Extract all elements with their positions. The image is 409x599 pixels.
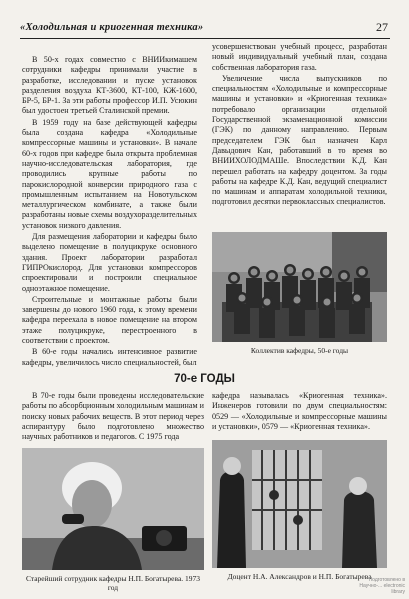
paragraph: Для размещения лаборатории и кафедры было выделено помещение в полуцикруке основного здания. Проект лаборатории разработал ГИПРОкислород. Для установки компрессоров спроектировали и построили специальное одноэтажное помещение.: [22, 232, 197, 293]
watermark: Подготовлено в Научно-... electronic library: [359, 577, 405, 595]
paragraph: В 50-х годах совместно с ВНИИкимашем сотрудники кафедры принимали участие в разработке, исследовании и пуске установок разделения воздуха КТ-3600, КТ-100, КЖ-1600, БР-5, БР-1. За эти работы профессор И.П. Усюкин был удостоен третьей Сталинской премии.: [22, 55, 197, 116]
paragraph: усовершенствован учебный процесс, разработан новый индивидуальный учебный план, создана собственная лаборатория газа.: [212, 42, 387, 72]
group-photo-caption: Коллектив кафедры, 50-е годы: [250, 346, 349, 355]
portrait-photo: [22, 448, 204, 570]
section-heading: 70-е ГОДЫ: [174, 373, 235, 385]
paragraph: В 60-е годы начались интенсивное развитие кафедры, увеличилось число специальностей, был: [22, 347, 197, 367]
left-column: [22, 55, 197, 369]
journal-title: «Холодильная и криогенная техника»: [20, 22, 204, 33]
laboratory-photo: [212, 440, 387, 568]
bottom-left-text: [22, 391, 204, 443]
running-header: [20, 22, 390, 39]
paragraph: Строительные и монтажные работы были завершены до нового 1960 года, к этому времени кафедра переехала в новое помещение на втором этаже полуцикруке, перестроенного в соответствии с проектом.: [22, 294, 197, 346]
group-photo: [212, 232, 387, 342]
page-number: 27: [376, 20, 388, 34]
right-column: [212, 42, 387, 209]
portrait-photo-caption: Старейший сотрудник кафедры Н.П. Богатырева. 1973 год: [25, 574, 201, 592]
paragraph: кафедра называлась «Криогенная техника». Инженеров готовили по двум специальностям: 0529 — «Холодильные и компрессорные машины и установки», 0579 — «Криогенная техника».: [212, 391, 387, 431]
paragraph: В 1959 году на базе действующей кафедры была создана кафедра «Холодильные компрессорные машины и установки». В начале 60-х годов при кафедре была открыта проблемная научно-исследовательская лаборатория, где проводились крупные работы по парокислородной конверсии природного газа с промышленным испытанием на Новотульском металлургическом комбинате, а также были разработаны новые схемы воздухоразделительных установок низкого давления.: [22, 117, 197, 230]
bottom-right-text: [212, 391, 387, 433]
laboratory-photo-caption: Доцент Н.А. Александров и Н.П. Богатырева: [227, 572, 372, 581]
paragraph: В 70-е годы были проведены исследовательские работы по абсорбционным холодильным машинам и поиску новых рабочих веществ. В этот период через аспирантуру было подготовлено множество научных работников и педагогов. С 1975 года: [22, 391, 204, 442]
paragraph: Увеличение числа выпускников по специальностям «Холодильные и компрессорные машины и установки» и «Криогенная техника» потребовало организации отдельной Государственной экзаменационной комиссии (ГЭК) по данному направлению. Первым председателем ГЭК был назначен Карл Давыдович Кан, работавший в то время во ВНИИХОЛОДМАШе. Впоследствии К.Д. Кан перешел работать на кафедру доцентом. За годы работы на кафедре К.Д. Кан, ведущий специалист по машинам и аппаратам холодильной техники, подготовил десятки первоклассных специалистов.: [212, 73, 387, 207]
